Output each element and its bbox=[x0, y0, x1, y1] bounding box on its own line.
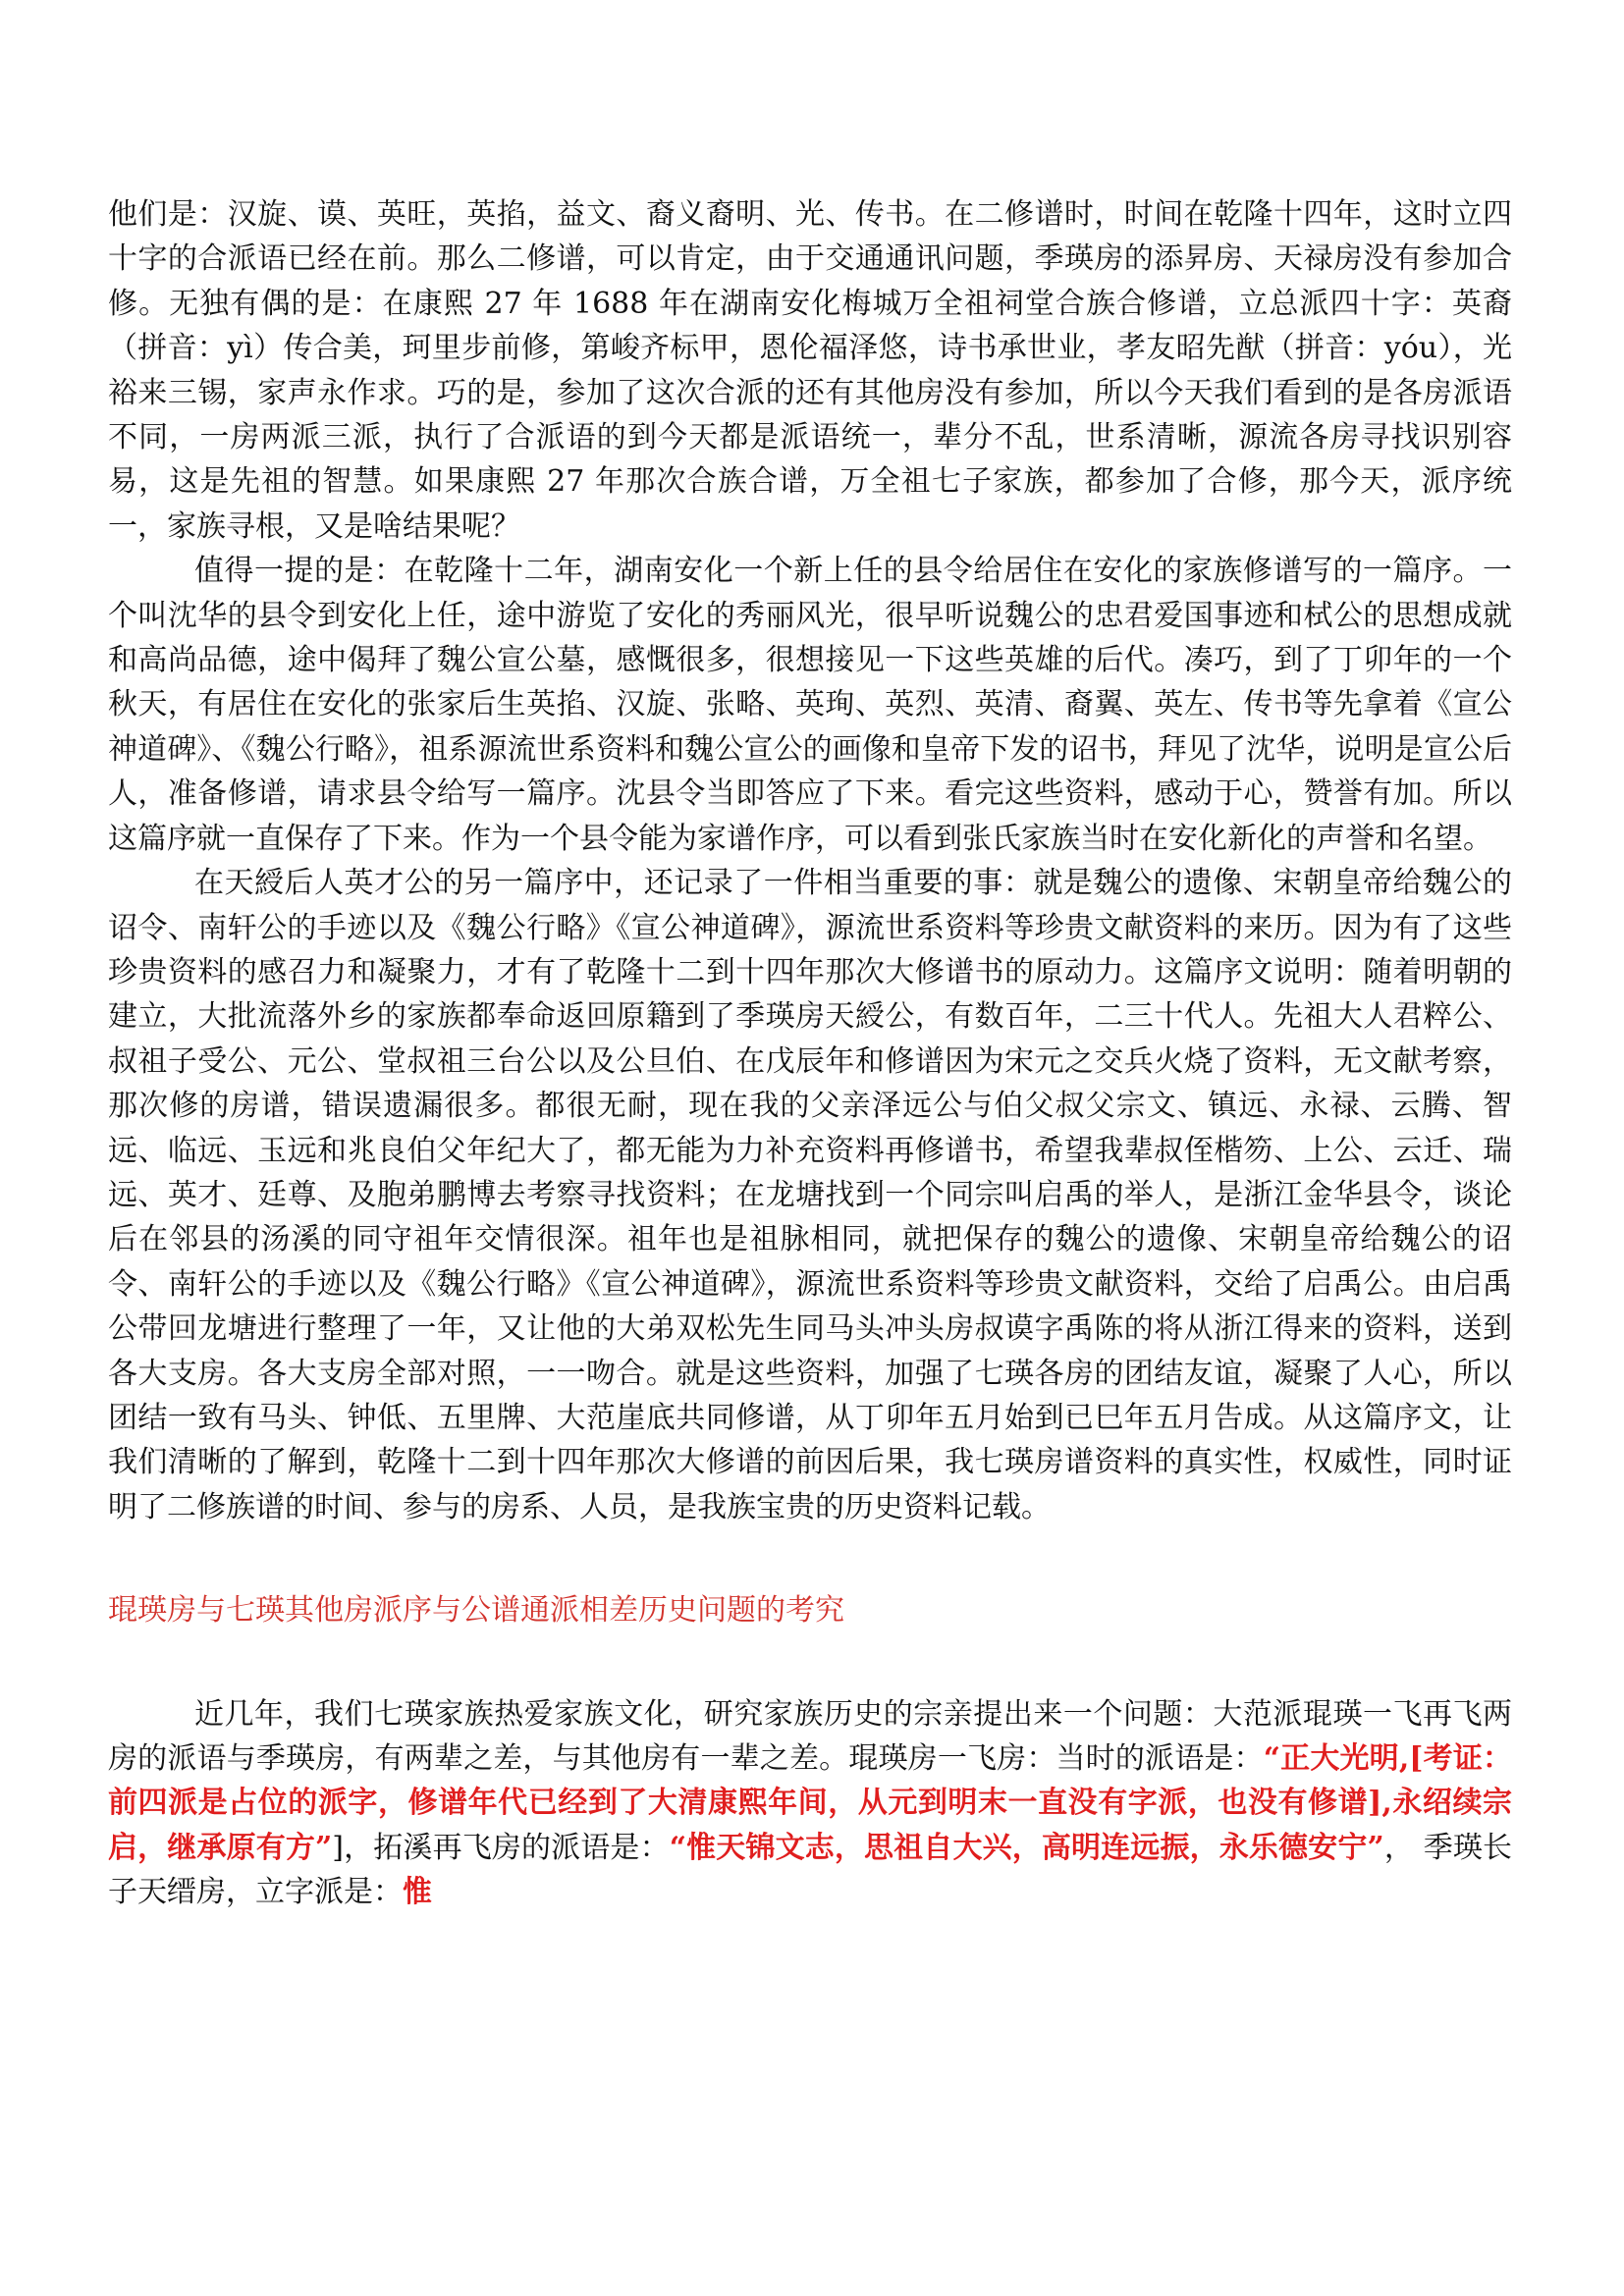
section-heading: 琨瑛房与七瑛其他房派序与公谱通派相差历史问题的考究 bbox=[108, 1593, 844, 1629]
paragraph-4-text-b: ]，拓溪再飞房的派语是： bbox=[332, 1830, 670, 1865]
document-page bbox=[108, 192, 1512, 1915]
paragraph-4 bbox=[108, 1692, 1512, 1915]
paragraph-4-text-c: ， 季瑛长子天缙房，立字派是： bbox=[108, 1830, 1512, 1910]
paragraph-4-highlight-3: 惟 bbox=[403, 1875, 432, 1910]
paragraph-2: 值得一提的是：在乾隆十二年，湖南安化一个新上任的县令给居住在安化的家族修谱写的一篇序。一个叫沈华的县令到安化上任，途中游览了安化的秀丽风光，很早听说魏公的忠君爱国事迹和栻公的思想成就和高尚品德，途中偈拜了魏公宣公墓，感慨很多，很想接见一下这些英雄的后代。凑巧，到了丁卯年的一个秋天，有居住在安化的张家后生英掐、汉旋、张略、英珣、英烈、英清、裔翼、英左、传书等先拿着《宣公神道碑》、《魏公行略》，祖系源流世系资料和魏公宣公的画像和皇帝下发的诏书，拜见了沈华，说明是宣公后人，准备修谱，请求县令给写一篇序。沈县令当即答应了下来。看完这些资料，感动于心，赞誉有加。所以这篇序就一直保存了下来。作为一个县令能为家谱作序，可以看到张氏家族当时在安化新化的声誉和名望。 bbox=[108, 554, 1512, 856]
paragraph-4-highlight-2: “惟天锦文志，思祖自大兴，高明连远振，永乐德安宁” bbox=[669, 1830, 1384, 1865]
paragraph-4-text-a: 近几年，我们七瑛家族热爱家族文化，研究家族历史的宗亲提出来一个问题：大范派琨瑛一飞再飞两房的派语与季瑛房，有两辈之差，与其他房有一辈之差。琨瑛房一飞房：当时的派语是： bbox=[108, 1696, 1512, 1776]
paragraph-1: 他们是：汉旋、谟、英旺，英掐，益文、裔义裔明、光、传书。在二修谱时，时间在乾隆十四年，这时立四十字的合派语已经在前。那么二修谱，可以肯定，由于交通通讯问题，季瑛房的添昇房、天禄房没有参加合修。无独有偶的是：在康熙 27 年 1688 年在湖南安化梅城万全祖祠堂合族合修谱，立总派四十字：英裔（拼音：yì）传合美，珂里步前修，第峻齐标甲，恩伦福泽悠，诗书承世业，孝友昭先猷（拼音：yóu），光裕来三锡，家声永作求。巧的是，参加了这次合派的还有其他房没有参加，所以今天我们看到的是各房派语不同，一房两派三派，执行了合派语的到今天都是派语统一，辈分不乱，世系清晰，源流各房寻找识别容易，这是先祖的智慧。如果康熙 27 年那次合族合谱，万全祖七子家族，都参加了合修，那今天，派序统一，家族寻根，又是啥结果呢？ bbox=[108, 197, 1512, 544]
paragraph-4-highlight-1: “正大光明,[考证：前四派是占位的派字，修谱年代已经到了大清康熙年间，从元到明末一直没有字派，也没有修谱],永绍续宗启，继承原有方” bbox=[108, 1741, 1512, 1865]
paragraph-3: 在天綬后人英才公的另一篇序中，还记录了一件相当重要的事：就是魏公的遗像、宋朝皇帝给魏公的诏令、南轩公的手迹以及《魏公行略》《宣公神道碑》，源流世系资料等珍贵文献资料的来历。因为有了这些珍贵资料的感召力和凝聚力，才有了乾隆十二到十四年那次大修谱书的原动力。这篇序文说明：随着明朝的建立，大批流落外乡的家族都奉命返回原籍到了季瑛房天綬公，有数百年，二三十代人。先祖大人君粹公、叔祖子受公、元公、堂叔祖三台公以及公旦伯、在戊辰年和修谱因为宋元之交兵火烧了资料，无文献考察，那次修的房谱，错误遗漏很多。都很无耐，现在我的父亲泽远公与伯父叔父宗文、镇远、永禄、云腾、智远、临远、玉远和兆良伯父年纪大了，都无能为力补充资料再修谱书，希望我辈叔侄楷笏、上公、云迁、瑞远、英才、廷尊、及胞弟鹏博去考察寻找资料；在龙塘找到一个同宗叫启禹的举人，是浙江金华县令，谈论后在邻县的汤溪的同守祖年交情很深。祖年也是祖脉相同，就把保存的魏公的遗像、宋朝皇帝给魏公的诏令、南轩公的手迹以及《魏公行略》《宣公神道碑》，源流世系资料等珍贵文献资料，交给了启禹公。由启禹公带回龙塘进行整理了一年，又让他的大弟双松先生同马头冲头房叔谟字禹陈的将从浙江得来的资料，送到各大支房。各大支房全部对照，一一吻合。就是这些资料，加强了七瑛各房的团结友谊，凝聚了人心，所以团结一致有马头、钟低、五里牌、大范崖底共同修谱，从丁卯年五月始到已巳年五月告成。从这篇序文，让我们清晰的了解到，乾隆十二到十四年那次大修谱的前因后果，我七瑛房谱资料的真实性，权威性，同时证明了二修族谱的时间、参与的房系、人员，是我族宝贵的历史资料记载。 bbox=[108, 866, 1512, 1524]
